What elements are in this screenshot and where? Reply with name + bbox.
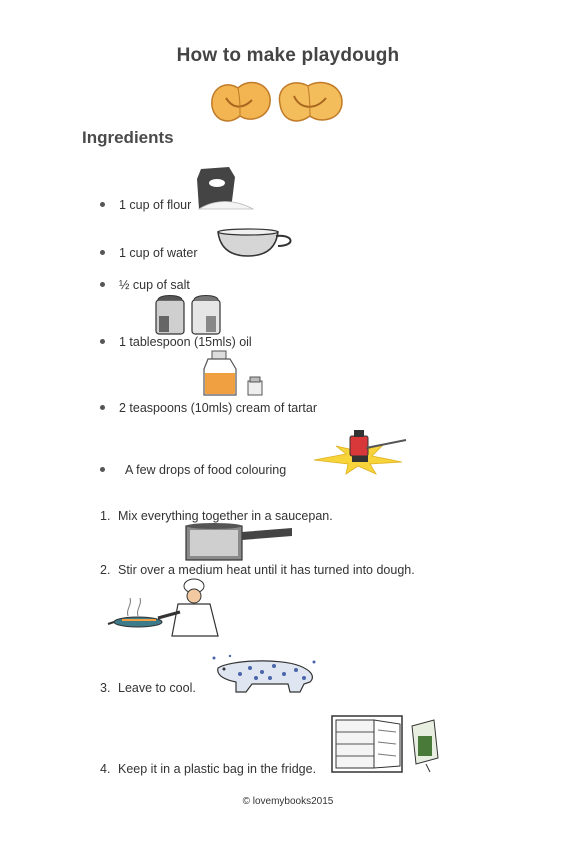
- bullet-dot: [100, 405, 105, 410]
- step-number: 2.: [100, 563, 111, 577]
- step-item: [100, 762, 316, 776]
- ingredient-item: [100, 335, 252, 349]
- ingredient-text: 1 cup of flour: [119, 198, 192, 212]
- ingredient-text: 1 tablespoon (15mls) oil: [119, 335, 252, 349]
- bullet-dot: [100, 250, 105, 255]
- saucepan-icon: [184, 522, 294, 564]
- ingredients-heading: Ingredients: [82, 128, 174, 147]
- bullet-dot: [100, 202, 105, 207]
- ingredient-item: [100, 246, 198, 260]
- step-text: Stir over a medium heat until it has turned into dough.: [118, 563, 415, 577]
- ingredient-text: 1 cup of water: [119, 246, 198, 260]
- ingredient-text: 2 teaspoons (10mls) cream of tartar: [119, 401, 317, 415]
- step-item: [100, 563, 415, 577]
- splash-icon: [306, 428, 410, 476]
- ingredient-text: ½ cup of salt: [119, 278, 190, 292]
- bullet-dot: [100, 282, 105, 287]
- chef-icon: [108, 578, 226, 638]
- copyright-footer: © lovemybooks2015: [242, 796, 334, 807]
- ingredient-text: A few drops of food colouring: [125, 463, 287, 477]
- ingredient-item: [100, 278, 190, 292]
- step-number: 3.: [100, 681, 111, 695]
- ingredient-item: [100, 401, 317, 415]
- fortune-cookies-icon: [208, 76, 348, 128]
- fridge-icon: [330, 714, 442, 774]
- step-item: [100, 681, 196, 695]
- step-number: 1.: [100, 509, 111, 523]
- bullet-dot: [100, 467, 105, 472]
- bullet-dot: [100, 339, 105, 344]
- polar-bear-icon: [210, 654, 322, 694]
- ingredient-item: [100, 198, 191, 212]
- page-title: How to make playdough: [176, 45, 400, 66]
- step-item: [100, 509, 333, 523]
- flour-bag-icon: [195, 163, 255, 213]
- step-text: Keep it in a plastic bag in the fridge.: [118, 762, 317, 776]
- ingredient-item: [100, 463, 286, 477]
- step-text: Leave to cool.: [118, 681, 196, 695]
- step-text: Mix everything together in a saucepan.: [118, 509, 333, 523]
- salt-shakers-icon: [154, 292, 226, 336]
- oil-bottle-icon: [198, 349, 268, 397]
- cup-icon: [216, 228, 296, 258]
- step-number: 4.: [100, 762, 111, 776]
